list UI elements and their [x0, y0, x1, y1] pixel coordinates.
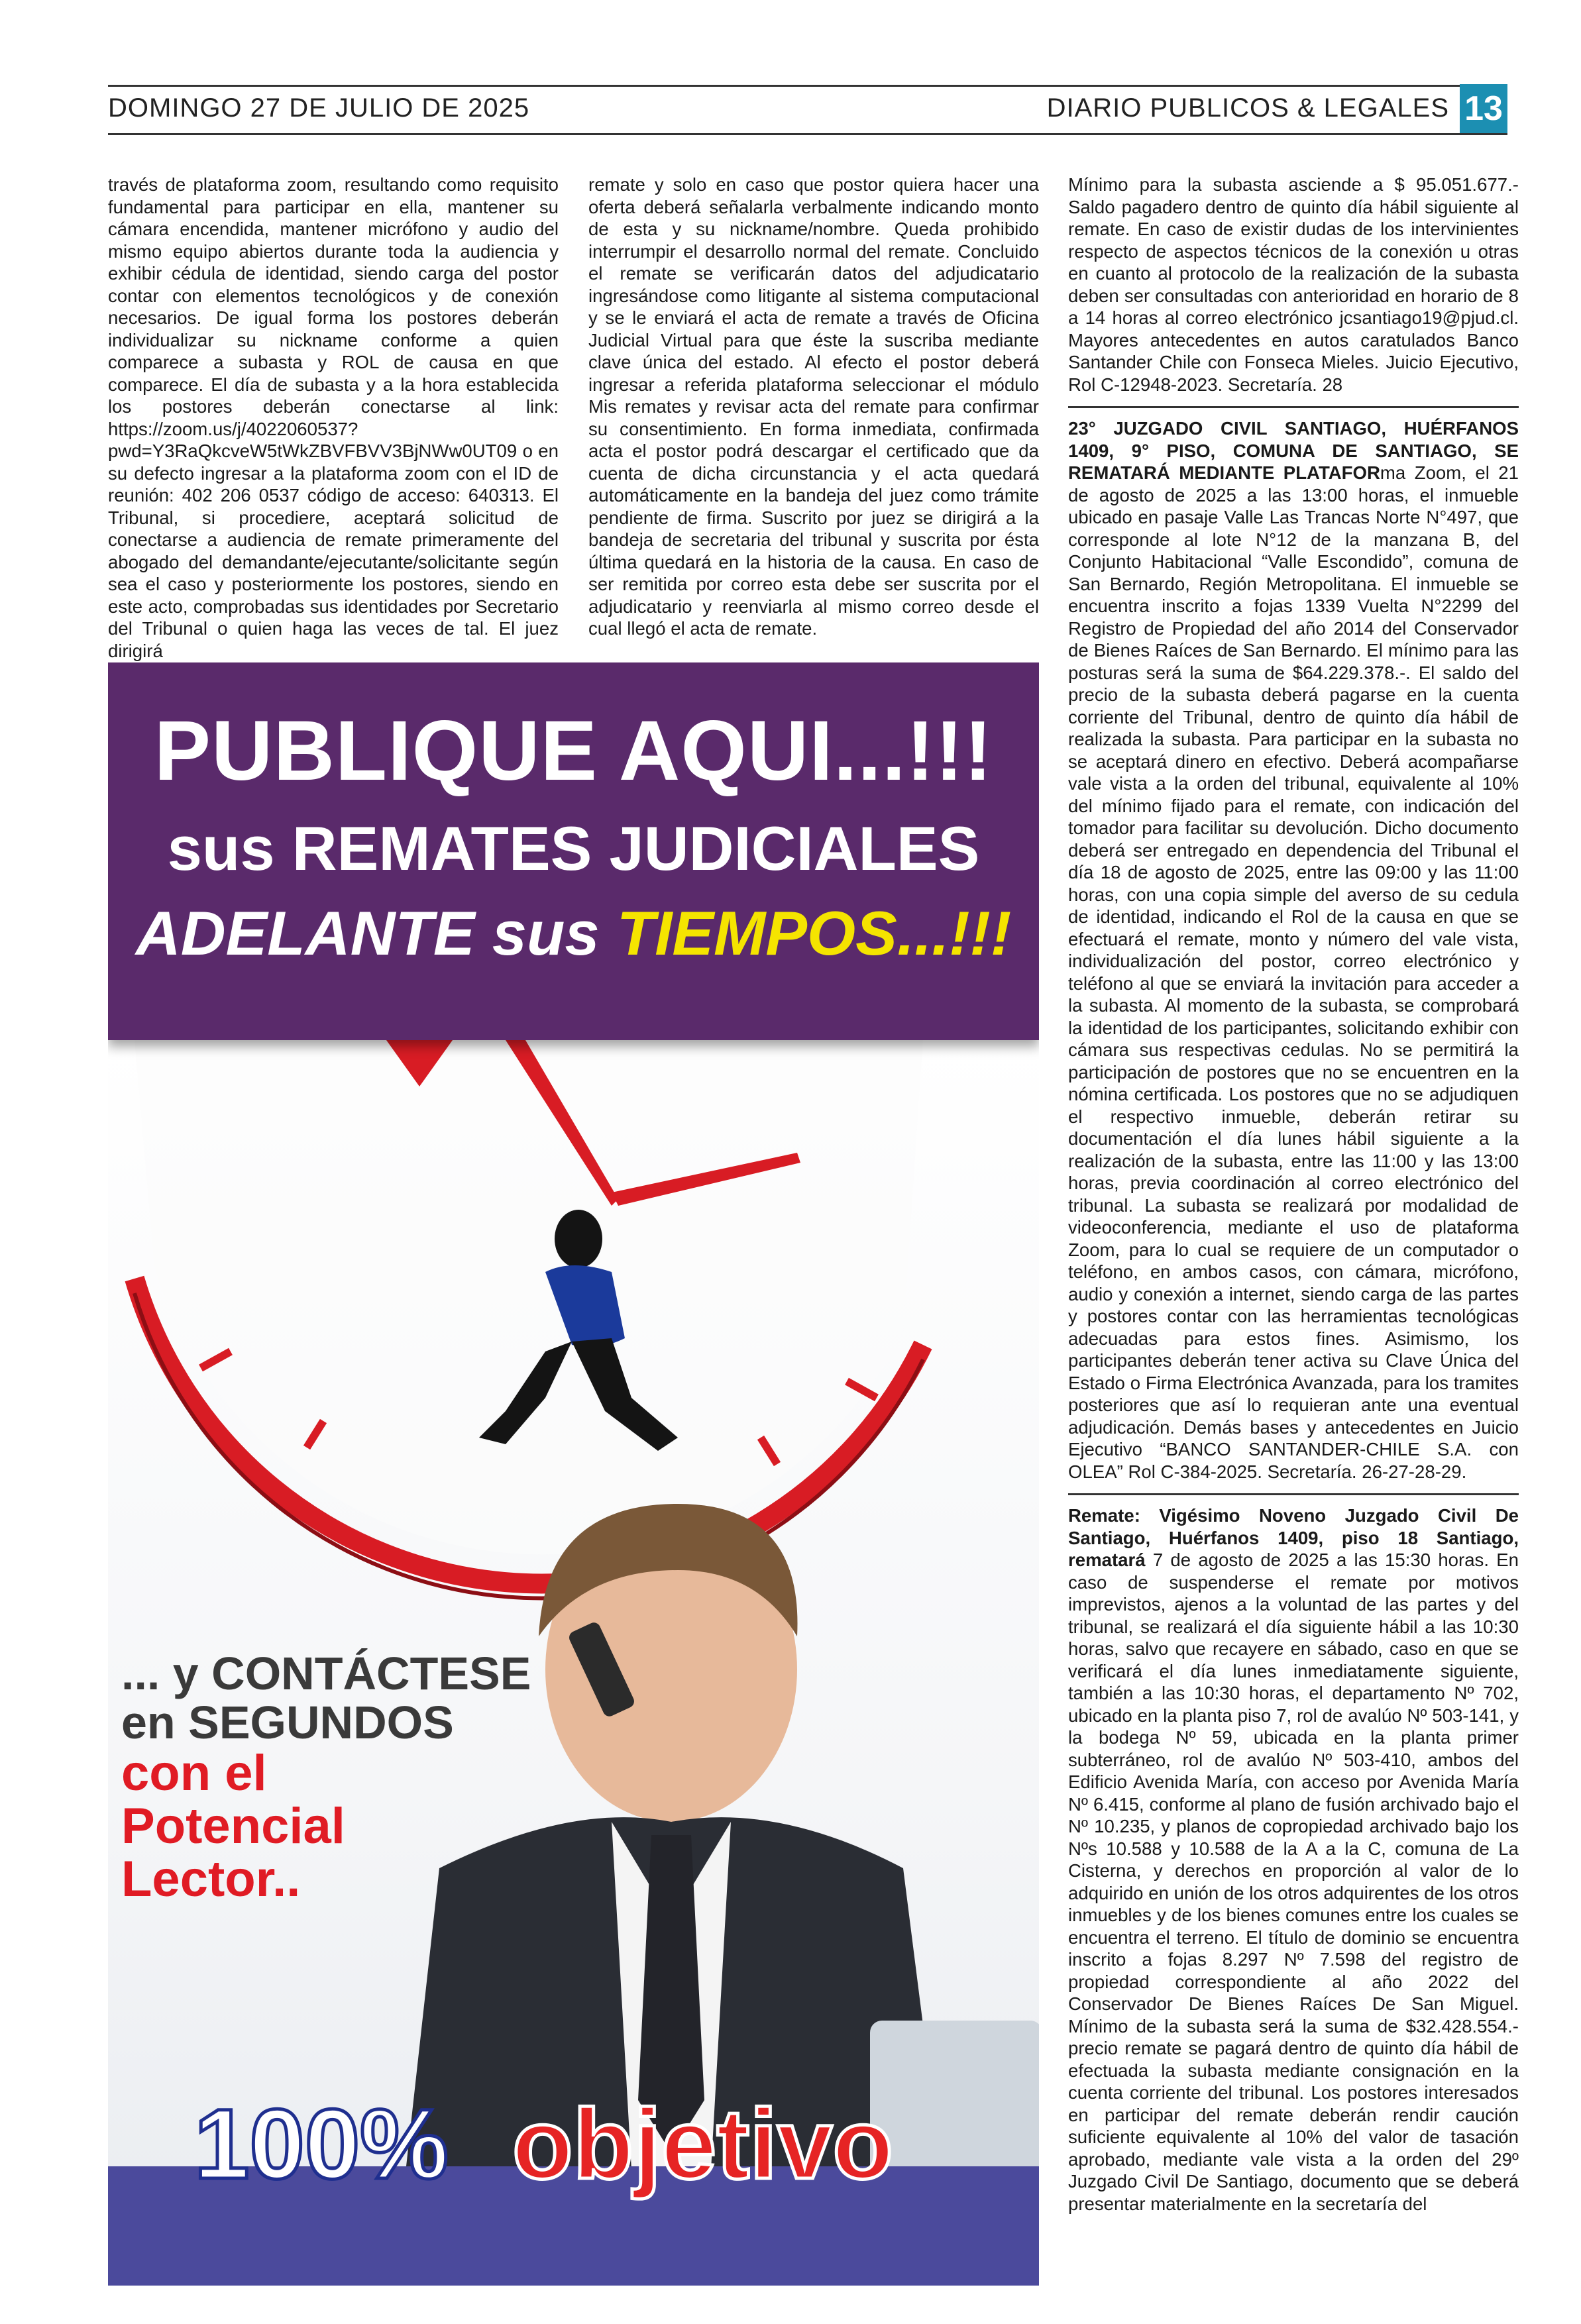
ad-copy-line-3: con el: [121, 1745, 267, 1801]
ad-illustration: [108, 1040, 1039, 2286]
notice-continuation-1: través de plataforma zoom, resultando como requisito fundamental para participar en ella, mantener su cámara encendida, mantener micrófono y audio del mismo equipo abiertos durante toda la audiencia y exhibir cédula de identidad, siendo carga del postor contar con elementos tecnológicos y de conexión necesarios. De igual forma los postores deberán individualizar su nickname conforme a quien comparece a subasta y ROL de causa en que comparece. El día de subasta y a la hora establecida los postores deberán conectarse al link: https://zoom.us/j/4022060537?pwd=Y3RaQkcveW5tWkZBVFBVV3BjNWw0UT09 o en su defecto ingresar a la plataforma zoom con el ID de reunión: 402 206 0537 código de acceso: 640313. El Tribunal, si procediere, aceptará solicitud de conectarse a audiencia de remate primeramente del abogado del demandante/ejecutante/solicitante según sea el caso y posteriormente los postores, siendo en este acto, comprobadas sus identidades por Secretario del Tribunal o quien haga las veces de tal. El juez dirigirá: [108, 174, 559, 661]
column-3: [1068, 174, 1519, 2215]
notice-3-heading: Remate: Vigésimo Noveno Juzgado Civil De Santiago, Huérfanos 1409, piso 18 Santiago, rematará: [1068, 1505, 1519, 1570]
notice-1: Mínimo para la subasta asciende a $ 95.051.677.- Saldo pagadero dentro de quinto día hábil siguiente al remate. En caso de existir dudas de los intervinientes respecto de aspectos técnicos de la conexión u otras en cuanto al protocolo de la realización de la subasta deben ser consultadas con anterioridad en horario de 8 a 14 horas al correo electrónico jcsantiago19@pjud.cl. Mayores antecedentes en autos caratulados Banco Santander Chile con Fonseca Mieles. Juicio Ejecutivo, Rol C-12948-2023. Secretaría. 28: [1068, 174, 1519, 395]
ad-copy-line-4: Potencial: [121, 1797, 345, 1854]
notice-3: [1068, 1505, 1519, 2215]
ad-headline: PUBLIQUE AQUI...!!!: [154, 704, 993, 798]
ad-footer-percent: 100%: [194, 2088, 449, 2199]
notice-3-body: 7 de agosto de 2025 a las 15:30 horas. En caso de suspenderse el remate por motivos imprevistos, ajenos a la voluntad de las partes y del tribunal, se realizará el día siguiente hábil a las 10:30 horas, salvo que recayere en sábado, caso en que se verificará el día lunes inmediatamente siguiente, también a las 10:30 horas, el departamento Nº 702, ubicado en la planta piso 7, rol de avalúo Nº 503-141, y la bodega Nº 59, ubicada en la planta primer subterráneo, rol de avalúo Nº 503-410, ambos del Edificio Avenida María, con acceso por Avenida María Nº 6.415, conforme al plano de fusión archivado bajo el Nº 10.235, y planos de copropiedad archivado bajo los Nºs 10.588 y 10.588 de la A a la C, comuna de La Cisterna, y derechos en proporción al valor de lo adquirido en unión de los otros adquirentes de los otros inmuebles y de los bienes comunes entre los cuales se encuentra el terreno. El título de dominio se encuentra inscrito a fojas 8.297 Nº 7.598 del registro de propiedad correspondiente al año 2022 del Conservador De Bienes Raíces De San Miguel. Mínimo de la subasta será la suma de $32.428.554.- precio remate se pagará dentro de quinto día hábil de efectuada la subasta mediante consignación en la cuenta corriente del tribunal. Los postores interesados en participar del remate deberán rendir caución suficiente equivalente al 10% del valor de tasación aprobado, mediante vale vista a la orden del 29º Juzgado Civil De Santiago, documento que se deberá presentar materialmente en la secretaría del: [1068, 1550, 1519, 2214]
notice-2-body: ma Zoom, el 21 de agosto de 2025 a las 13:00 horas, el inmueble ubicado en pasaje Valle Las Trancas Norte N°497, que corresponde al lote N°12 de la manzana B, del Conjunto Habitacional “Valle Escondido”, comuna de San Bernardo, Región Metropolitana. El inmueble se encuentra inscrito a fojas 1339 Vuelta N°2299 del Registro de Propiedad del año 2014 del Conservador de Bienes Raíces de San Bernardo. El mínimo para las posturas será la suma de $64.229.378.-. El saldo del precio de la subasta deberá pagarse en la cuenta corriente del Tribunal, dentro de quinto día hábil de realizada la subasta. Para participar en la subasta no se aceptará dinero en efectivo. Deberá acompañarse vale vista a la orden del tribunal, equivalente al 10% del mínimo fijado para el remate, con indicación del tomador para facilitar su devolución. Dicho documento deberá ser entregado en dependencia del Tribunal el día 18 de agosto de 2025, entre las 09:00 y las 11:00 horas, con una copia simple del averso de su cedula de identidad, indicando el Rol de la causa en que se efectuará el remate, monto y número del vale vista, individualización del postor, correo electrónico y teléfono al que se enviará la invitación para acceder a la subasta. Al momento de la subasta, se comprobará la identidad de los participantes, solicitando exhibir con cámara sus respectivas cedulas. No se permitirá la participación de postores que no se encuentren en la nómina certificada. Los postores que no se adjudiquen el respectivo inmueble, deberán retirar su documentación el día lunes hábil siguiente a la realización de la subasta, entre las 11:00 y las 13:00 horas, previa coordinación al correo electrónico del tribunal. La subasta se realizará por modalidad de videoconferencia, mediante el uso de plataforma Zoom, para lo cual se requiere de un computador o teléfono, en ambos casos, con cámara, micrófono, audio y conexión a internet, siendo carga de las partes y postores contar con las herramientas tecnológicas adecuadas para estos fines. Asimismo, los participantes deberán tener activa su Clave Única del Estado o Firma Electrónica Avanzada, para los tramites posteriores que así lo requieran ante una eventual adjudicación. Demás bases y antecedentes en Juicio Ejecutivo “BANCO SANTANDER-CHILE S.A. con OLEA” Rol C-384-2025. Secretaría. 26-27-28-29.: [1068, 462, 1519, 1482]
ad-banner: [108, 662, 1039, 1040]
ad-tagline-start: ADELANTE sus: [135, 898, 617, 968]
notice-continuation-2: remate y solo en caso que postor quiera hacer una oferta deberá señalarla verbalmente indicando monto de esta y su nickname/nombre. Queda prohibido interrumpir el desarrollo normal del remate. Concluido el remate se verificarán datos del adjudicatario ingresándose como litigante al sistema computacional y se le enviará el acta de remate a través de Oficina Judicial Virtual para que éste la suscriba mediante clave única del estado. Al efecto el postor deberá ingresar a referida plataforma seleccionar el módulo Mis remates y revisar acta del remate para confirmar su consentimiento. En forma inmediata, confirmada acta el postor podrá descargar el certificado que da cuenta de dicha circunstancia y el acta quedará automáticamente en la bandeja del juez como trámite pendiente de firma. Suscrito por juez se dirigirá a la bandeja de secretaria del tribunal y suscrita por ésta última quedará en la historia de la causa. En caso de ser remitida por correo esta debe ser suscrita por el adjudicatario y reenviarla al mismo correo desde el cual llegó el acta de remate.: [588, 174, 1039, 639]
notice-2: [1068, 417, 1519, 1483]
divider: [1068, 1493, 1519, 1495]
ad-tagline: [108, 898, 1039, 969]
notice-2-heading: 23° JUZGADO CIVIL SANTIAGO, HUÉRFANOS 1409, 9° PISO, COMUNA DE SANTIAGO, SE REMATARÁ MEDIANTE PLATAFOR: [1068, 418, 1519, 483]
column-2: [588, 174, 1039, 640]
divider: [1068, 406, 1519, 408]
ad-copy: [121, 1650, 531, 1905]
ad-subheadline: sus REMATES JUDICIALES: [167, 814, 980, 883]
page-header: [108, 85, 1507, 135]
column-1: [108, 174, 559, 662]
ad-copy-line-1: ... y CONTÁCTESE: [121, 1648, 531, 1699]
page-number: 13: [1460, 84, 1507, 133]
ad-copy-line-2: en SEGUNDOS: [121, 1696, 454, 1748]
ad-copy-line-5: Lector..: [121, 1850, 301, 1907]
ad-tagline-highlight: TIEMPOS...!!!: [616, 898, 1012, 968]
ad-footer-word: objetivo: [512, 2088, 894, 2199]
publication-name: DIARIO PUBLICOS & LEGALES: [1046, 93, 1449, 123]
advertisement: [108, 662, 1039, 2286]
issue-date: DOMINGO 27 DE JULIO DE 2025: [108, 93, 530, 123]
